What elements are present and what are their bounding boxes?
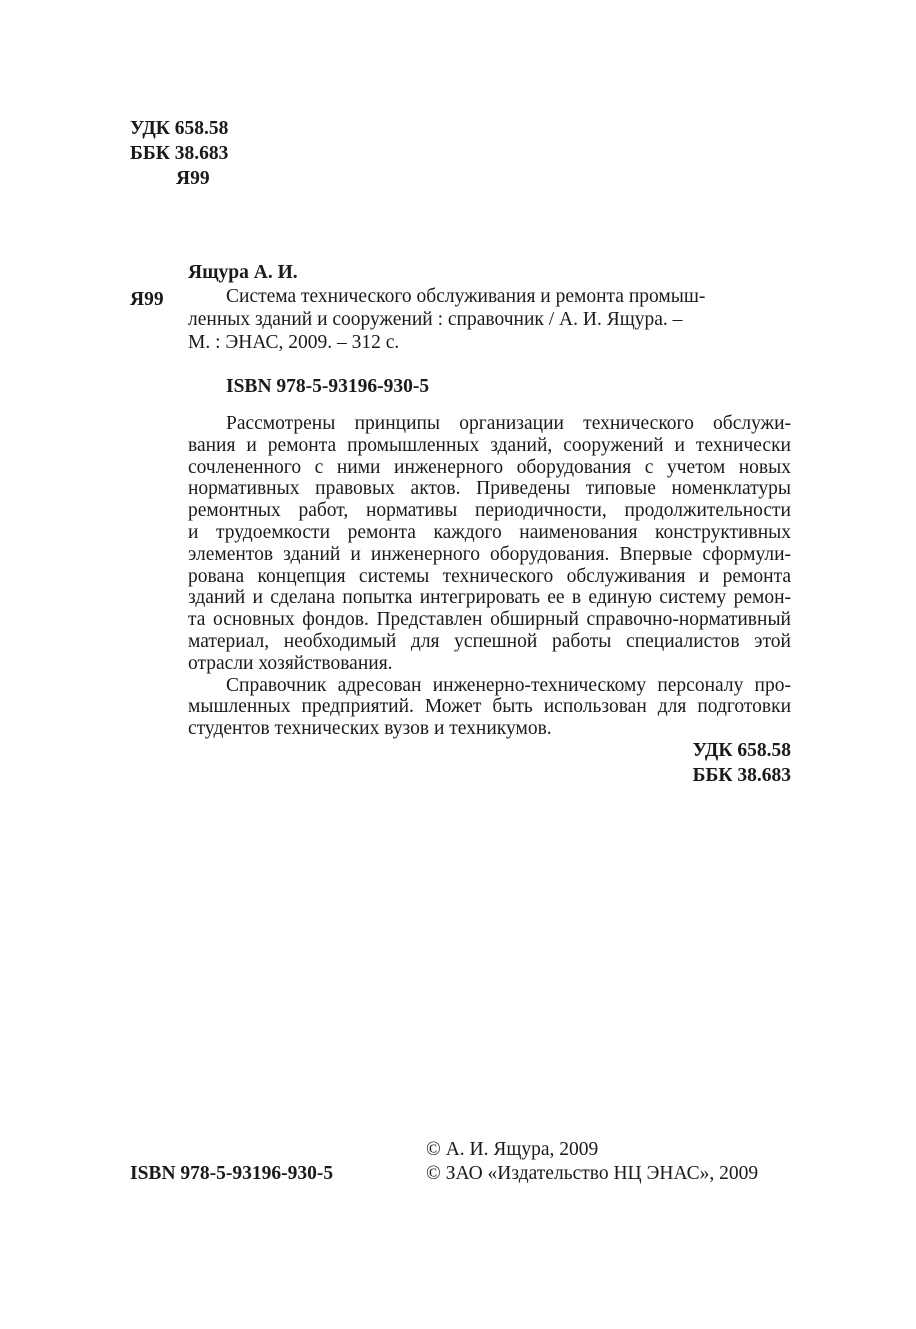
abstract-line: студентов технических вузов и техникумов. <box>188 718 552 740</box>
isbn-record: ISBN 978-5-93196-930-5 <box>226 376 430 397</box>
bib-line: ленных зданий и сооружений : справочник / А. И. Ящура. – <box>188 309 683 330</box>
bbk-code-bottom: ББК 38.683 <box>692 765 791 786</box>
abstract-line: Справочник адресован инженерно-техническому персоналу про- <box>226 674 791 696</box>
isbn-footer: ISBN 978-5-93196-930-5 <box>130 1163 334 1184</box>
udk-code: УДК 658.58 <box>130 118 229 139</box>
abstract-line: и трудоемкости ремонта каждого наименования конструктивных <box>188 521 791 543</box>
abstract-line: вания и ремонта промышленных зданий, сооружений и технически <box>188 434 791 456</box>
author-name: Ящура А. И. <box>188 262 298 283</box>
abstract-line: элементов зданий и инженерного оборудования. Впервые сформули- <box>188 543 791 565</box>
bib-line: Система технического обслуживания и ремонта промыш- <box>226 286 706 307</box>
abstract-line: материал, необходимый для успешной работы специалистов этой <box>188 630 791 652</box>
abstract-line: Рассмотрены принципы организации технического обслужи- <box>226 413 791 434</box>
abstract-line: нормативных правовых актов. Приведены типовые номенклатуры <box>188 478 791 500</box>
abstract-line: зданий и сделана попытка интегрировать ее в единую систему ремон- <box>188 587 791 609</box>
abstract-line: отрасли хозяйствования. <box>188 652 393 674</box>
bibliographic-description <box>188 285 791 354</box>
abstract <box>188 413 791 740</box>
author-mark-side: Я99 <box>130 289 164 310</box>
bib-line: М. : ЭНАС, 2009. – 312 с. <box>188 332 400 353</box>
udk-code-bottom: УДК 658.58 <box>692 740 791 761</box>
abstract-line: та основных фондов. Представлен обширный справочно-нормативный <box>188 609 791 631</box>
bbk-code: ББК 38.683 <box>130 143 229 164</box>
abstract-line: мышленных предприятий. Может быть использован для подготовки <box>188 696 791 718</box>
copyright-author: © А. И. Ящура, 2009 <box>426 1139 599 1160</box>
author-mark: Я99 <box>176 168 210 189</box>
abstract-line: сочлененного с ними инженерного оборудования с учетом новых <box>188 456 791 478</box>
abstract-line: ремонтных работ, нормативы периодичности, продолжительности <box>188 500 791 522</box>
abstract-line: рована концепция системы технического обслуживания и ремонта <box>188 565 791 587</box>
copyright-publisher: © ЗАО «Издательство НЦ ЭНАС», 2009 <box>426 1163 759 1184</box>
